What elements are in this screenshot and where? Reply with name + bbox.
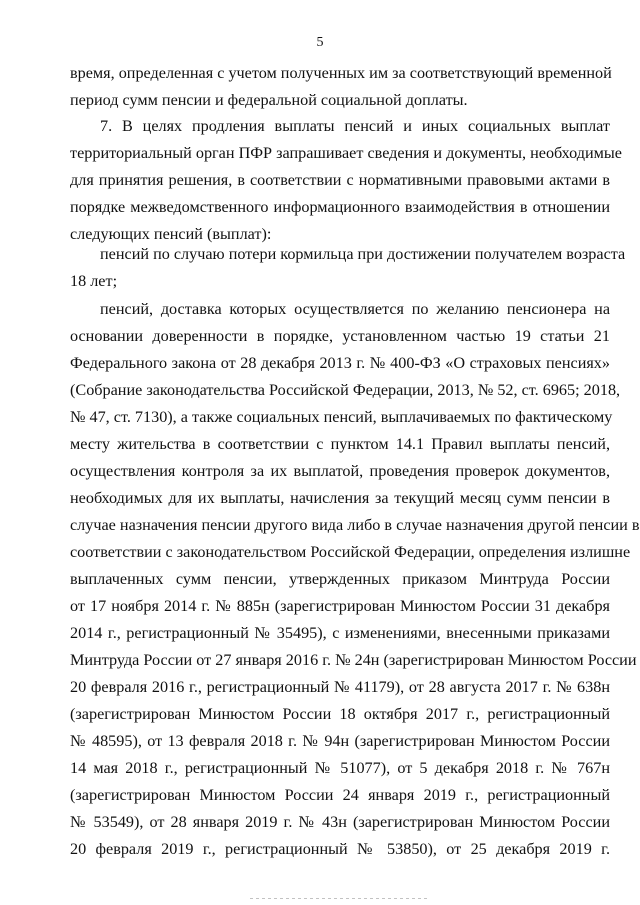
text-line: необходимых для их выплаты, начисления за текущий месяц сумм пенсии в bbox=[70, 489, 610, 507]
text-line: 14 мая 2018 г., регистрационный № 51077), от 5 декабря 2018 г. № 767н bbox=[70, 759, 610, 777]
text-line: время, определенная с учетом полученных им за соответствующий временной bbox=[70, 64, 612, 82]
text-line: месту жительства в соответствии с пунктом 14.1 Правил выплаты пенсий, bbox=[70, 435, 610, 453]
text-line: Минтруда России от 27 января 2016 г. № 24н (зарегистрирован Минюстом России bbox=[70, 651, 637, 669]
text-line: 7. В целях продления выплаты пенсий и иных социальных выплат bbox=[100, 117, 610, 135]
text-line: случае назначения пенсии другого вида либо в случае назначения другой пенсии в bbox=[70, 516, 640, 534]
text-line: пенсий, доставка которых осуществляется по желанию пенсионера на bbox=[100, 300, 610, 318]
text-line: № 53549), от 28 января 2019 г. № 43н (зарегистрирован Минюстом России bbox=[70, 813, 610, 831]
paragraph-survivor-pensions bbox=[70, 241, 626, 295]
page-number: 5 bbox=[316, 35, 324, 50]
text-line: 20 февраля 2019 г., регистрационный № 53850), от 25 декабря 2019 г. bbox=[70, 840, 610, 858]
paragraph-proxy-pensions bbox=[70, 296, 640, 863]
text-line: (Собрание законодательства Российской Федерации, 2013, № 52, ст. 6965; 2018, bbox=[70, 381, 621, 399]
text-line: Федерального закона от 28 декабря 2013 г. № 400-ФЗ «О страховых пенсиях» bbox=[70, 354, 610, 372]
text-line: (зарегистрирован Минюстом России 24 января 2019 г., регистрационный bbox=[70, 786, 610, 804]
paragraph-continuation bbox=[70, 60, 610, 114]
text-line: порядке межведомственного информационного взаимодействия в отношении bbox=[70, 198, 610, 216]
paragraph-7 bbox=[70, 113, 622, 248]
text-line: осуществления контроля за их выплатой, проведения проверок документов, bbox=[70, 462, 610, 480]
text-line: 20 февраля 2016 г., регистрационный № 41179), от 28 августа 2017 г. № 638н bbox=[70, 678, 610, 696]
text-line: 18 лет; bbox=[70, 272, 118, 290]
text-line: 2014 г., регистрационный № 35495), с изменениями, внесенными приказами bbox=[70, 624, 610, 642]
text-line: № 48595), от 13 февраля 2018 г. № 94н (зарегистрирован Минюстом России bbox=[70, 732, 610, 750]
text-line: соответствии с законодательством Российской Федерации, определения излишне bbox=[70, 543, 631, 561]
text-line: пенсий по случаю потери кормильца при достижении получателем возраста bbox=[100, 245, 626, 263]
scan-artifact bbox=[250, 898, 430, 899]
text-line: следующих пенсий (выплат): bbox=[70, 225, 272, 243]
text-line: для принятия решения, в соответствии с нормативными правовыми актами в bbox=[70, 171, 610, 189]
text-line: основании доверенности в порядке, установленном частью 19 статьи 21 bbox=[70, 327, 610, 345]
text-line: (зарегистрирован Минюстом России 18 октября 2017 г., регистрационный bbox=[70, 705, 610, 723]
text-line: период сумм пенсии и федеральной социальной доплаты. bbox=[70, 91, 468, 109]
text-line: территориальный орган ПФР запрашивает сведения и документы, необходимые bbox=[70, 144, 622, 162]
text-line: выплаченных сумм пенсии, утвержденных приказом Минтруда России bbox=[70, 570, 610, 588]
text-line: № 47, ст. 7130), а также социальных пенсий, выплачиваемых по фактическому bbox=[70, 408, 613, 426]
text-line: от 17 ноября 2014 г. № 885н (зарегистрирован Минюстом России 31 декабря bbox=[70, 597, 610, 615]
